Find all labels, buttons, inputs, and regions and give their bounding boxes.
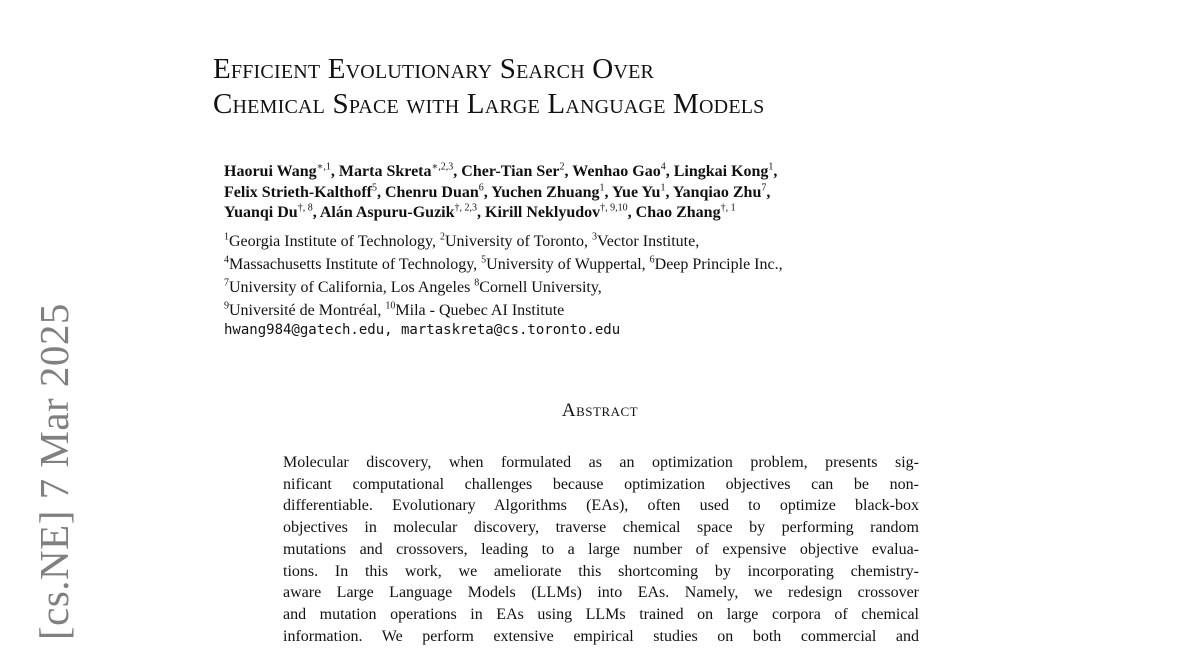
author-name: Yue Yu — [611, 183, 661, 201]
abstract-heading: Abstract — [561, 400, 639, 421]
abstract-line: nificant computational challenges because optimization objectives can be non- — [283, 475, 919, 493]
author-separator: , — [604, 183, 612, 201]
author-affiliation-marker: 5 — [371, 182, 377, 194]
author-affiliation-marker: 1 — [660, 182, 666, 194]
author-name: Marta Skreta — [338, 163, 432, 180]
affiliation-marker: 3 — [592, 231, 597, 243]
abstract-line: tions. In this work, we ameliorate this shortcoming by incorporating chemistry- — [283, 562, 919, 580]
arxiv-stamp: [cs.NE] 7 Mar 2025 — [31, 303, 77, 640]
author-affiliation-marker: 1 — [599, 182, 605, 194]
author-name: Cher-Tian Ser — [461, 163, 560, 180]
author-name: Haorui Wang — [224, 163, 317, 180]
affiliation-marker: 9 — [224, 300, 229, 312]
author-affiliation-marker: ∗,2,3 — [431, 161, 454, 173]
affiliation-name: Cornell University, — [479, 279, 602, 296]
title-line-1: Efficient Evolutionary Search Over — [213, 53, 655, 85]
affiliation-line — [224, 230, 984, 253]
abstract-line: differentiable. Evolutionary Algorithms (EAs), often used to optimize black-box — [283, 497, 919, 515]
author-separator: , — [330, 163, 339, 180]
author-separator: , — [483, 183, 492, 201]
author-separator: , — [627, 204, 636, 221]
affiliation-line — [224, 253, 984, 276]
affiliation-marker: 1 — [224, 231, 229, 243]
author-name: Wenhao Gao — [572, 163, 661, 180]
affiliation-name: Mila - Quebec AI Institute — [395, 302, 565, 319]
affiliation-name: Vector Institute, — [597, 233, 700, 250]
author-separator: , — [665, 183, 673, 201]
affiliation-name: University of Toronto, — [444, 233, 592, 250]
author-affiliation-marker: 7 — [761, 182, 767, 194]
abstract-line: mutations and crossovers, leading to a large number of expensive objective evalua- — [283, 540, 919, 558]
author-affiliation-marker: 2 — [559, 161, 565, 173]
author-separator: , — [312, 204, 320, 221]
author-name: Yanqiao Zhu — [672, 183, 762, 201]
abstract-line: objectives in molecular discovery, traverse chemical space by performing random — [283, 519, 919, 537]
affiliation-marker: 6 — [649, 254, 655, 266]
author-affiliation-marker: 1 — [768, 161, 774, 173]
affiliation-marker: 7 — [224, 277, 229, 289]
author-affiliation-marker: †, 8 — [297, 202, 313, 214]
author-name: Chenru Duan — [384, 183, 479, 201]
affiliation-list — [224, 230, 984, 322]
author-list — [224, 162, 984, 224]
affiliation-name: Georgia Institute of Technology, — [229, 233, 440, 250]
author-separator: , — [376, 183, 385, 201]
author-separator: , — [665, 163, 674, 180]
abstract-line: aware Large Language Models (LLMs) into EAs. Namely, we redesign crossover — [283, 584, 919, 602]
author-line — [224, 183, 984, 204]
abstract-line: Molecular discovery, when formulated as an optimization problem, presents sig- — [283, 454, 919, 471]
paper-title — [213, 52, 1013, 122]
affiliation-name: Deep Principle Inc., — [654, 256, 783, 273]
abstract-line: and mutation operations in EAs using LLMs trained on large corpora of chemical — [283, 605, 919, 623]
author-affiliation-marker: †, 1 — [720, 202, 736, 214]
author-name: Kirill Neklyudov — [485, 204, 601, 221]
author-name: Felix Strieth-Kalthoff — [224, 183, 372, 201]
author-line — [224, 162, 984, 183]
author-separator: , — [453, 163, 462, 180]
affiliation-marker: 10 — [385, 300, 396, 312]
author-separator: , — [564, 163, 573, 180]
affiliation-marker: 2 — [439, 231, 445, 243]
author-name: Yuanqi Du — [224, 204, 298, 221]
author-line — [224, 203, 984, 224]
affiliation-marker: 8 — [474, 277, 480, 289]
author-affiliation-marker: ∗,1 — [316, 161, 331, 173]
affiliation-marker: 5 — [481, 254, 487, 266]
affiliation-line — [224, 276, 984, 299]
affiliation-name: University of California, Los Angeles — [229, 279, 475, 296]
author-affiliation-marker: 4 — [660, 161, 666, 173]
author-name: Yuchen Zhuang — [491, 183, 600, 201]
affiliation-line — [224, 299, 984, 322]
author-separator: , — [477, 204, 486, 221]
contact-emails: hwang984@gatech.edu, martaskreta@cs.toronto.edu — [224, 322, 621, 338]
affiliation-name: Université de Montréal, — [229, 302, 386, 319]
author-affiliation-marker: 6 — [478, 182, 484, 194]
author-name: Lingkai Kong — [673, 163, 769, 180]
author-name: Chao Zhang — [635, 204, 721, 221]
author-separator: , — [773, 163, 778, 180]
affiliation-marker: 4 — [224, 254, 229, 266]
affiliation-name: University of Wuppertal, — [486, 256, 650, 273]
abstract-body — [283, 452, 919, 647]
abstract-line: information. We perform extensive empirical studies on both commercial and — [283, 627, 919, 645]
title-line-2: Chemical Space with Large Language Models — [213, 88, 765, 120]
author-affiliation-marker: †, 9,10 — [600, 202, 628, 214]
author-separator: , — [766, 183, 771, 201]
affiliation-name: Massachusetts Institute of Technology, — [229, 256, 482, 273]
author-name: Alán Aspuru-Guzik — [319, 204, 455, 221]
author-affiliation-marker: †, 2,3 — [454, 202, 478, 214]
